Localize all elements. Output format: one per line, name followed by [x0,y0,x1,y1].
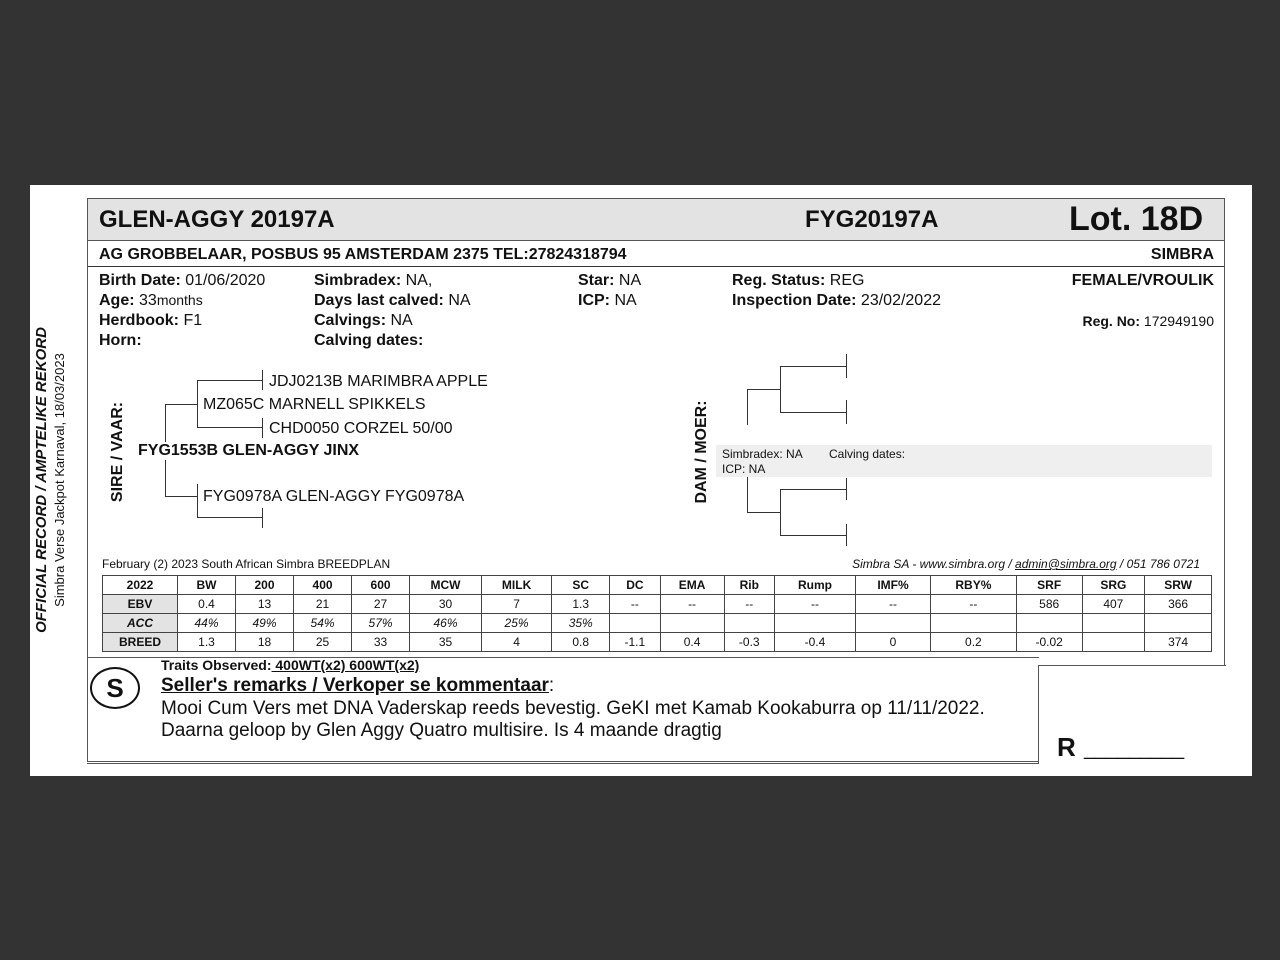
table-cell: 27 [352,595,410,614]
table-cell: 0.4 [660,633,724,652]
pedigree-line [846,524,847,546]
pedigree-line [747,389,748,425]
pedigree-line [780,489,847,490]
table-cell [1016,614,1082,633]
dam-simbradex: Simbradex: NA [722,447,803,461]
table-row-breed [103,633,1212,652]
pedigree-line [197,427,262,428]
table-cell: 35% [552,614,610,633]
age: Age: 33months [99,292,203,309]
table-cell: -- [660,595,724,614]
table-cell: Rib [724,576,774,595]
official-record-title: OFFICIAL RECORD / AMPTELIKE REKORD [33,327,50,633]
remarks-title: Seller's remarks / Verkoper se kommentaar: [161,675,555,696]
pedigree-line [846,354,847,378]
table-cell: 1.3 [552,595,610,614]
table-cell: 49% [236,614,294,633]
table-cell: -0.02 [1016,633,1082,652]
table-cell: 366 [1145,595,1212,614]
sex: FEMALE/VROULIK [1071,272,1214,289]
table-cell [724,614,774,633]
table-cell: 7 [481,595,551,614]
table-cell: 46% [410,614,482,633]
table-cell: -0.4 [774,633,855,652]
table-cell: 200 [236,576,294,595]
table-cell: 54% [294,614,352,633]
pedigree-line [780,412,847,413]
dam-calving-dates: Calving dates: [829,447,906,461]
dam-icp: ICP: NA [722,462,766,476]
breedplan-table [102,575,1212,652]
table-cell: 407 [1082,595,1145,614]
table-cell [1082,633,1145,652]
price-blank: _________ [1084,738,1185,760]
table-cell [856,614,931,633]
table-cell: 30 [410,595,482,614]
sire-label: SIRE / VAAR: [109,401,126,503]
breedplan-caption: February (2) 2023 South African Simbra BREEDPLAN [102,557,391,571]
table-cell: EMA [660,576,724,595]
table-header-row [103,576,1212,595]
sire-dam: FYG0978A GLEN-AGGY FYG0978A [203,488,465,505]
table-cell: RBY% [931,576,1017,595]
pedigree-line [262,370,263,390]
breed-name: SIMBRA [1150,246,1214,263]
calvings: Calvings: NA [314,312,413,329]
calving-dates: Calving dates: [314,332,424,349]
remarks-line-1: Mooi Cum Vers met DNA Vaderskap reeds bevestig. GeKI met Kamab Kookaburra op 11/11/2022. [161,698,985,719]
star: Star: NA [578,272,642,289]
reg-status: Reg. Status: REG [732,272,865,289]
pedigree-line [780,366,847,367]
table-cell: -- [774,595,855,614]
simbra-contact: Simbra SA - www.simbra.org / admin@simbra.org / 051 786 0721 [852,557,1200,571]
table-cell: 400 [294,576,352,595]
table-cell: 600 [352,576,410,595]
table-row-header-cell: ACC [103,614,178,633]
pedigree-line [780,535,847,536]
sire-sire: MZ065C MARNELL SPIKKELS [203,396,426,413]
pedigree-line [780,366,781,413]
table-cell: DC [610,576,660,595]
pedigree-line [747,477,748,513]
traits-observed: Traits Observed: 400WT(x2) 600WT(x2) [161,657,420,673]
table-cell: SRG [1082,576,1145,595]
animal-id: FYG20197A [805,206,939,233]
table-cell [774,614,855,633]
table-row-header-cell: 2022 [103,576,178,595]
table-cell: 586 [1016,595,1082,614]
contact-email-link[interactable]: admin@simbra.org [1015,557,1117,571]
table-cell: 44% [178,614,236,633]
pedigree-line [747,389,780,390]
table-cell: MCW [410,576,482,595]
price-currency: R [1057,732,1076,762]
table-cell: 0 [856,633,931,652]
table-cell: 25% [481,614,551,633]
table-cell [1082,614,1145,633]
days-last-calved: Days last calved: NA [314,292,471,309]
herdbook: Herdbook: F1 [99,312,203,329]
pedigree-line [747,512,780,513]
table-cell: -0.3 [724,633,774,652]
breeder-address: AG GROBBELAAR, POSBUS 95 AMSTERDAM 2375 TEL:27824318794 [99,246,627,263]
pedigree-line [165,404,197,405]
animal-name: GLEN-AGGY 20197A [99,206,335,233]
birth-date: Birth Date: 01/06/2020 [99,272,266,289]
sire-sire-sire: JDJ0213B MARIMBRA APPLE [269,373,488,390]
table-cell: 57% [352,614,410,633]
pedigree-line [780,489,781,536]
table-row-header-cell: BREED [103,633,178,652]
table-cell: 13 [236,595,294,614]
sire-sire-dam: CHD0050 CORZEL 50/00 [269,420,453,437]
table-cell: Rump [774,576,855,595]
sire: FYG1553B GLEN-AGGY JINX [138,442,360,459]
lot-number: Lot. 18D [1069,200,1204,238]
table-cell [610,614,660,633]
table-cell: -- [610,595,660,614]
table-cell: SRF [1016,576,1082,595]
table-cell: 0.8 [552,633,610,652]
pedigree-line [262,418,263,438]
table-cell: -- [931,595,1017,614]
pedigree-line [197,380,198,428]
table-cell [660,614,724,633]
table-cell: SRW [1145,576,1212,595]
table-cell: 0.4 [178,595,236,614]
horn: Horn: [99,332,142,349]
table-cell [1145,614,1212,633]
table-cell: BW [178,576,236,595]
table-cell: 25 [294,633,352,652]
table-cell: 18 [236,633,294,652]
remarks-line-2: Daarna geloop by Glen Aggy Quatro multisire. Is 4 maande dragtig [161,720,722,741]
table-cell: 0.2 [931,633,1017,652]
table-cell: -1.1 [610,633,660,652]
table-cell: -- [724,595,774,614]
table-cell: 1.3 [178,633,236,652]
pedigree-line [197,380,262,381]
simbra-logo: S [90,667,140,709]
pedigree-line [846,478,847,500]
dam-label: DAM / MOER: [693,400,710,504]
reg-no: Reg. No: 172949190 [1082,313,1214,329]
sale-name-date: Simbra Verse Jackpot Karnaval, 18/03/2023 [52,353,67,607]
table-row-ebv [103,595,1212,614]
table-cell: 35 [410,633,482,652]
table-cell: 21 [294,595,352,614]
table-row-header-cell: EBV [103,595,178,614]
icp: ICP: NA [578,292,637,309]
table-cell [931,614,1017,633]
pedigree-line [846,400,847,424]
table-row-acc [103,614,1212,633]
table-cell: -- [856,595,931,614]
table-cell: 374 [1145,633,1212,652]
table-cell: 33 [352,633,410,652]
pedigree-line [197,484,198,518]
simbradex: Simbradex: NA, [314,272,433,289]
table-cell: IMF% [856,576,931,595]
pedigree-line [165,496,197,497]
inspection-date: Inspection Date: 23/02/2022 [732,292,941,309]
table-cell: MILK [481,576,551,595]
pedigree-line [197,517,262,518]
address-divider [88,266,1224,267]
pedigree-line [262,508,263,528]
table-cell: SC [552,576,610,595]
table-cell: 4 [481,633,551,652]
